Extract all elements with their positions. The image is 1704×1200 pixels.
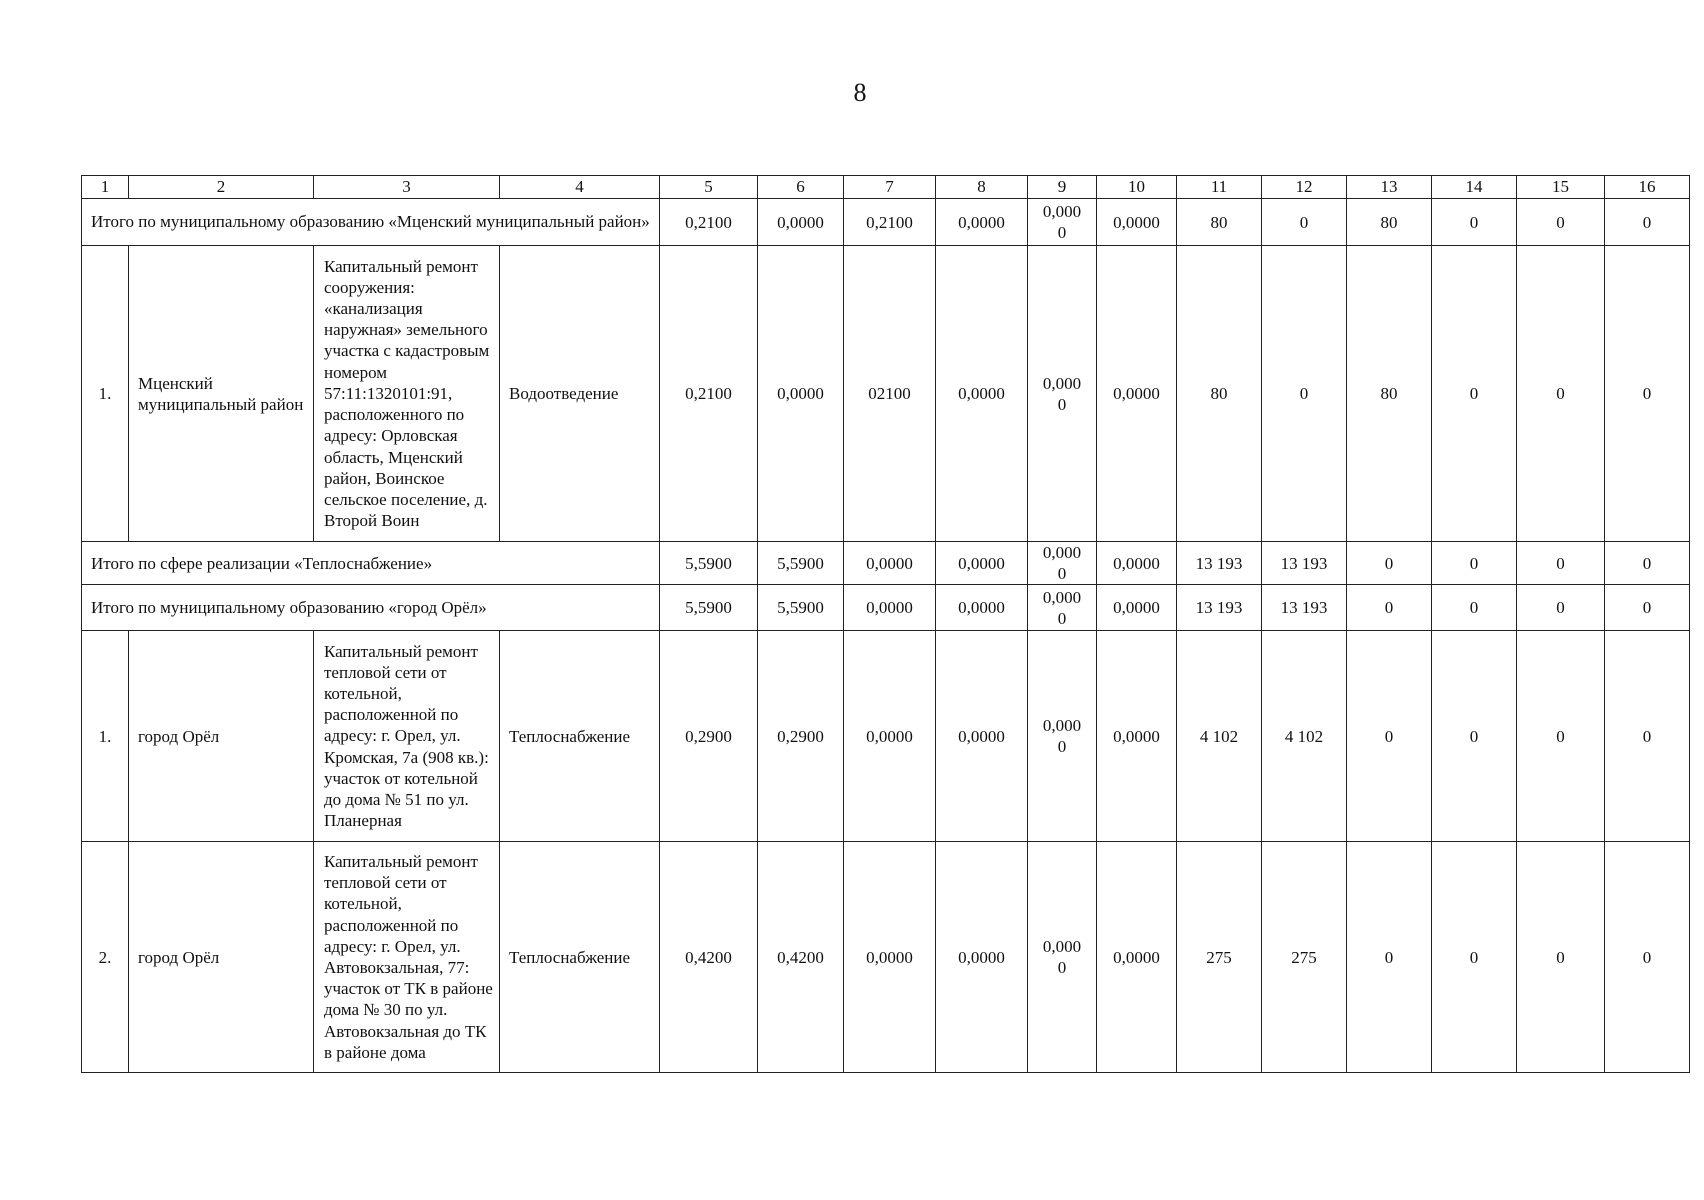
value-cell: 0,0000 <box>1097 631 1177 842</box>
value-cell: 0,0000 <box>936 842 1028 1073</box>
table-row <box>82 631 1690 842</box>
value-cell: 80 <box>1177 199 1262 246</box>
value-cell: 13 193 <box>1262 542 1347 585</box>
page-number: 8 <box>853 78 867 107</box>
value-cell: 0 <box>1347 585 1432 631</box>
value-cell: 0,0000 <box>1028 542 1097 585</box>
value-cell: 0,0000 <box>844 542 936 585</box>
value-cell: 0,0000 <box>844 585 936 631</box>
value-cell: 0,0000 <box>1097 585 1177 631</box>
value-cell: 275 <box>1177 842 1262 1073</box>
column-number-row <box>82 176 1690 199</box>
sphere-cell: Теплоснабжение <box>500 631 660 842</box>
value-cell: 0,0000 <box>1028 842 1097 1073</box>
value-cell: 0 <box>1517 542 1605 585</box>
object-description: Капитальный ремонт тепловой сети от котельной, расположенной по адресу: г. Орел, ул. Кромская, 7а (908 кв.): участок от котельной до дома № 51 по ул. Планерная <box>314 631 500 842</box>
value-cell: 0,0000 <box>844 842 936 1073</box>
value-cell: 0,0000 <box>758 199 844 246</box>
value-cell: 0,4200 <box>660 842 758 1073</box>
subtotal-row <box>82 542 1690 585</box>
value-cell: 0,0000 <box>1097 199 1177 246</box>
column-number: 1 <box>82 176 129 199</box>
value-cell: 0 <box>1517 199 1605 246</box>
column-number: 3 <box>314 176 500 199</box>
value-cell: 0 <box>1517 842 1605 1073</box>
value-cell: 0 <box>1605 246 1690 542</box>
value-cell: 0 <box>1432 631 1517 842</box>
object-description: Капитальный ремонт сооружения: «канализация наружная» земельного участка с кадастровым номером 57:11:1320101:91, расположенного по адресу: Орловская область, Мценский район, Воинское сельское поселение, д. Второй Воин <box>314 246 500 542</box>
value-cell: 0,0000 <box>1028 631 1097 842</box>
column-number: 2 <box>129 176 314 199</box>
sphere-cell: Водоотведение <box>500 246 660 542</box>
value-cell: 0 <box>1262 199 1347 246</box>
sphere-cell: Теплоснабжение <box>500 842 660 1073</box>
value-cell: 0,0000 <box>936 585 1028 631</box>
table-row <box>82 842 1690 1073</box>
value-cell: 02100 <box>844 246 936 542</box>
value-cell: 0,0000 <box>758 246 844 542</box>
value-cell: 0,0000 <box>1028 585 1097 631</box>
value-cell: 13 193 <box>1262 585 1347 631</box>
value-cell: 0,0000 <box>1097 842 1177 1073</box>
value-cell: 5,5900 <box>758 542 844 585</box>
value-cell: 0 <box>1432 842 1517 1073</box>
value-cell: 0 <box>1432 246 1517 542</box>
value-cell: 0,0000 <box>936 246 1028 542</box>
value-cell: 4 102 <box>1262 631 1347 842</box>
row-number: 1. <box>82 246 129 542</box>
municipality-cell: Мценский муниципальный район <box>129 246 314 542</box>
value-cell: 0,0000 <box>1028 199 1097 246</box>
value-cell: 0 <box>1517 585 1605 631</box>
value-cell: 0 <box>1605 542 1690 585</box>
value-cell: 0 <box>1347 631 1432 842</box>
column-number: 11 <box>1177 176 1262 199</box>
municipality-cell: город Орёл <box>129 842 314 1073</box>
column-number: 4 <box>500 176 660 199</box>
data-table <box>81 175 1690 1073</box>
value-cell: 0 <box>1605 631 1690 842</box>
subtotal-row <box>82 585 1690 631</box>
table-row <box>82 246 1690 542</box>
value-cell: 0,2900 <box>758 631 844 842</box>
value-cell: 0 <box>1432 199 1517 246</box>
value-cell: 5,5900 <box>660 585 758 631</box>
value-cell: 0,0000 <box>936 631 1028 842</box>
value-cell: 80 <box>1177 246 1262 542</box>
column-number: 7 <box>844 176 936 199</box>
value-cell: 0 <box>1347 542 1432 585</box>
value-cell: 0 <box>1432 542 1517 585</box>
column-number: 14 <box>1432 176 1517 199</box>
value-cell: 0 <box>1605 199 1690 246</box>
value-cell: 0,2100 <box>660 199 758 246</box>
column-number: 5 <box>660 176 758 199</box>
value-cell: 5,5900 <box>660 542 758 585</box>
subtotal-row <box>82 199 1690 246</box>
value-cell: 13 193 <box>1177 542 1262 585</box>
value-cell: 0 <box>1605 585 1690 631</box>
value-cell: 0,0000 <box>936 199 1028 246</box>
value-cell: 5,5900 <box>758 585 844 631</box>
value-cell: 0 <box>1517 246 1605 542</box>
subtotal-label: Итого по сфере реализации «Теплоснабжение» <box>82 542 660 585</box>
subtotal-label: Итого по муниципальному образованию «город Орёл» <box>82 585 660 631</box>
data-table-container <box>81 175 1690 1073</box>
value-cell: 0,4200 <box>758 842 844 1073</box>
value-cell: 0,2100 <box>844 199 936 246</box>
value-cell: 0,0000 <box>1097 542 1177 585</box>
value-cell: 0 <box>1347 842 1432 1073</box>
value-cell: 0 <box>1517 631 1605 842</box>
municipality-cell: город Орёл <box>129 631 314 842</box>
value-cell: 0,0000 <box>936 542 1028 585</box>
value-cell: 275 <box>1262 842 1347 1073</box>
value-cell: 0 <box>1262 246 1347 542</box>
value-cell: 80 <box>1347 199 1432 246</box>
value-cell: 0,2100 <box>660 246 758 542</box>
column-number: 13 <box>1347 176 1432 199</box>
value-cell: 0 <box>1605 842 1690 1073</box>
value-cell: 0,2900 <box>660 631 758 842</box>
subtotal-label: Итого по муниципальному образованию «Мценский муниципальный район» <box>82 199 660 246</box>
value-cell: 13 193 <box>1177 585 1262 631</box>
value-cell: 0 <box>1432 585 1517 631</box>
column-number: 16 <box>1605 176 1690 199</box>
value-cell: 0,0000 <box>1028 246 1097 542</box>
object-description: Капитальный ремонт тепловой сети от котельной, расположенной по адресу: г. Орел, ул. Автовокзальная, 77: участок от ТК в районе дома № 30 по ул. Автовокзальная до ТК в районе дома <box>314 842 500 1073</box>
column-number: 9 <box>1028 176 1097 199</box>
value-cell: 4 102 <box>1177 631 1262 842</box>
value-cell: 0,0000 <box>1097 246 1177 542</box>
column-number: 12 <box>1262 176 1347 199</box>
column-number: 10 <box>1097 176 1177 199</box>
column-number: 8 <box>936 176 1028 199</box>
row-number: 2. <box>82 842 129 1073</box>
value-cell: 80 <box>1347 246 1432 542</box>
row-number: 1. <box>82 631 129 842</box>
column-number: 15 <box>1517 176 1605 199</box>
value-cell: 0,0000 <box>844 631 936 842</box>
column-number: 6 <box>758 176 844 199</box>
